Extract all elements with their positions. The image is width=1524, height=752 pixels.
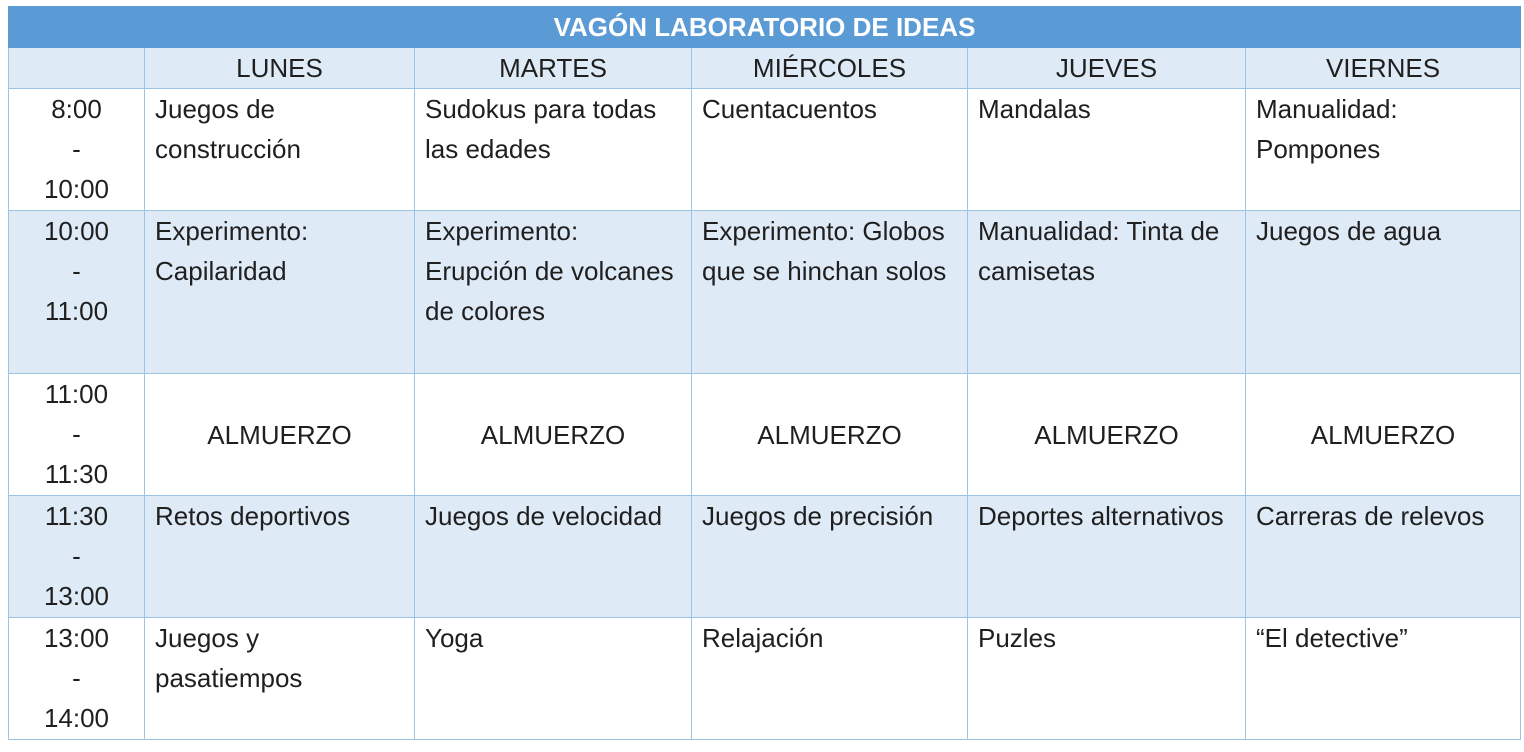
- day-header-thursday: JUEVES: [968, 48, 1246, 89]
- time-end: 11:00: [44, 296, 109, 326]
- day-header-monday: LUNES: [145, 48, 415, 89]
- time-end: 10:00: [43, 174, 110, 204]
- time-slot: [9, 374, 145, 496]
- time-start: 8:00: [51, 94, 102, 124]
- activity-cell: Manualidad: Tinta de camisetas: [968, 211, 1246, 374]
- activity-cell: Juegos de precisión: [692, 496, 968, 618]
- time-end: 11:30: [44, 459, 109, 489]
- activity-cell: Juegos de construcción: [145, 89, 415, 211]
- time-slot: [9, 211, 145, 374]
- activity-cell: Manualidad: Pompones: [1246, 89, 1521, 211]
- day-header-wednesday: MIÉRCOLES: [692, 48, 968, 89]
- time-separator: -: [72, 541, 81, 571]
- table-row: [9, 496, 1521, 618]
- time-start: 13:00: [43, 623, 110, 653]
- time-separator: -: [72, 663, 81, 693]
- table-row: [9, 374, 1521, 496]
- schedule-table: [8, 6, 1521, 740]
- time-slot: [9, 618, 145, 740]
- activity-cell: Deportes alternativos: [968, 496, 1246, 618]
- schedule-title: VAGÓN LABORATORIO DE IDEAS: [9, 7, 1521, 48]
- time-end: 14:00: [43, 703, 110, 733]
- activity-cell: Puzles: [968, 618, 1246, 740]
- activity-cell: Experimento: Capilaridad: [145, 211, 415, 374]
- activity-cell: Relajación: [692, 618, 968, 740]
- day-header-tuesday: MARTES: [415, 48, 692, 89]
- activity-cell: Yoga: [415, 618, 692, 740]
- activity-cell: “El detective”: [1246, 618, 1521, 740]
- corner-cell: [9, 48, 145, 89]
- time-separator: -: [72, 134, 81, 164]
- lunch-cell: ALMUERZO: [1246, 374, 1521, 496]
- activity-cell: Retos deportivos: [145, 496, 415, 618]
- day-header-row: [9, 48, 1521, 89]
- activity-cell: Experimento: Globos que se hinchan solos: [692, 211, 968, 374]
- title-row: [9, 7, 1521, 48]
- time-start: 10:00: [43, 216, 110, 246]
- table-row: [9, 211, 1521, 374]
- activity-cell: Juegos de agua: [1246, 211, 1521, 374]
- time-start: 11:00: [44, 379, 109, 409]
- lunch-cell: ALMUERZO: [415, 374, 692, 496]
- time-separator: -: [72, 419, 81, 449]
- activity-cell: Sudokus para todas las edades: [415, 89, 692, 211]
- table-row: [9, 89, 1521, 211]
- time-separator: -: [72, 256, 81, 286]
- lunch-cell: ALMUERZO: [145, 374, 415, 496]
- day-header-friday: VIERNES: [1246, 48, 1521, 89]
- activity-cell: Cuentacuentos: [692, 89, 968, 211]
- table-row: [9, 618, 1521, 740]
- lunch-cell: ALMUERZO: [692, 374, 968, 496]
- activity-cell: Experimento: Erupción de volcanes de colores: [415, 211, 692, 374]
- time-slot: [9, 496, 145, 618]
- time-slot: [9, 89, 145, 211]
- lunch-cell: ALMUERZO: [968, 374, 1246, 496]
- activity-cell: Carreras de relevos: [1246, 496, 1521, 618]
- time-end: 13:00: [43, 581, 110, 611]
- activity-cell: Juegos y pasatiempos: [145, 618, 415, 740]
- activity-cell: Mandalas: [968, 89, 1246, 211]
- time-start: 11:30: [44, 501, 109, 531]
- activity-cell: Juegos de velocidad: [415, 496, 692, 618]
